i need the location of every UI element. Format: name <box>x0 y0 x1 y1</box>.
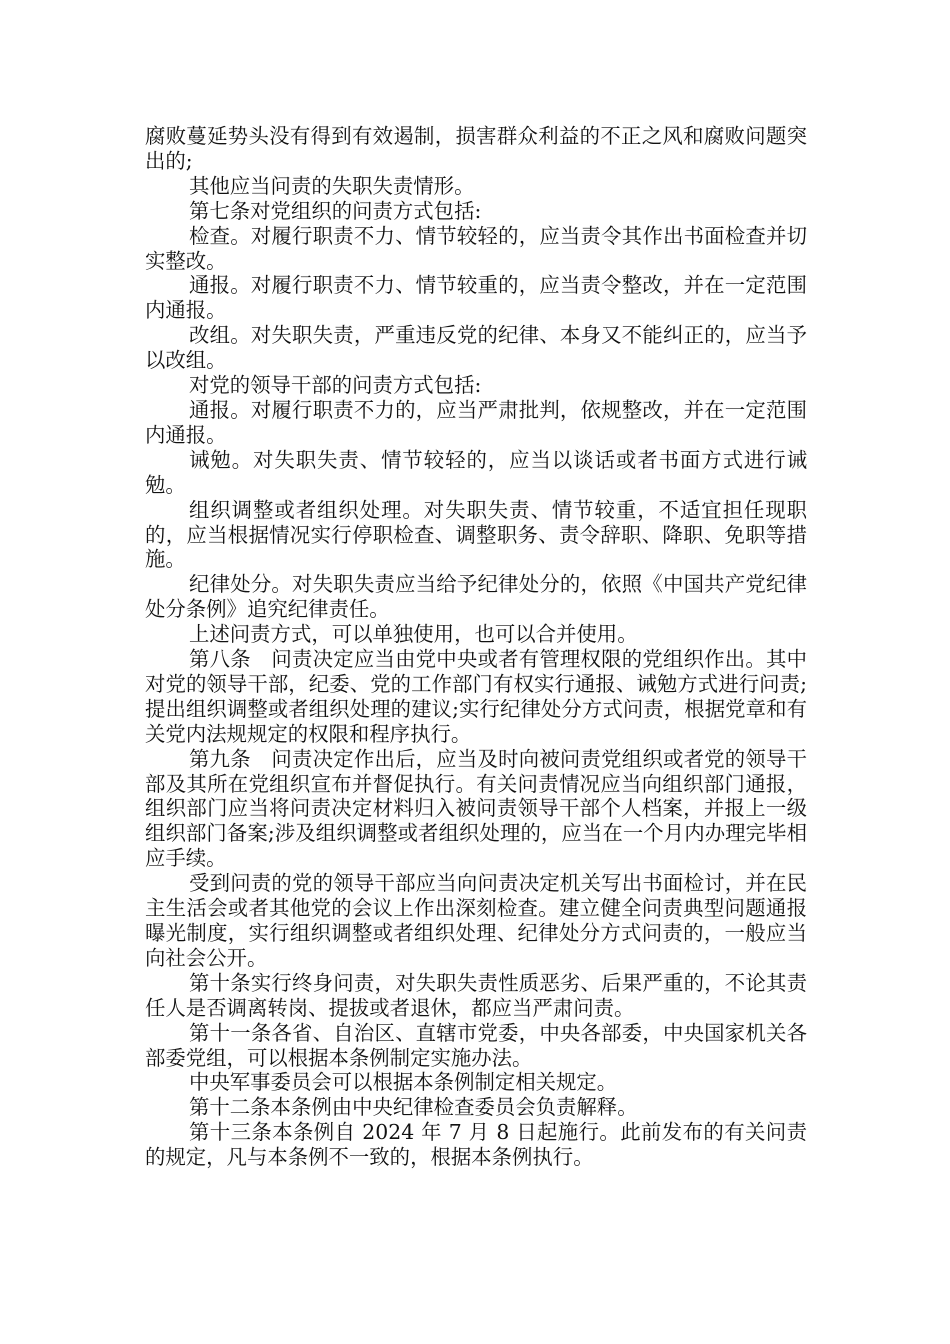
paragraph: 对党的领导干部的问责方式包括: <box>189 373 482 398</box>
paragraph: 通报。对履行职责不力的，应当严肃批判，依规整改，并在一定范围内通报。 <box>145 397 807 447</box>
article-7-heading: 第七条对党组织的问责方式包括: <box>189 198 482 223</box>
article-10: 第十条实行终身问责，对失职失责性质恶劣、后果严重的，不论其责任人是否调离转岗、提拔或者退休，都应当严肃问责。 <box>145 970 807 1020</box>
paragraph-continuation: 腐败蔓延势头没有得到有效遏制，损害群众利益的不正之风和腐败问题突出的; <box>145 124 807 173</box>
paragraph: 改组。对失职失责，严重违反党的纪律、本身又不能纠正的，应当予以改组。 <box>145 323 807 373</box>
article-9: 第九条 问责决定作出后，应当及时向被问责党组织或者党的领导干部及其所在党组织宣布并督促执行。有关问责情况应当向组织部门通报，组织部门应当将问责决定材料归入被问责领导干部个人档案，并报上一级组织部门备案;涉及组织调整或者组织处理的，应当在一个月内办理完毕相应手续。 <box>145 746 807 871</box>
paragraph: 诫勉。对失职失责、情节较轻的，应当以谈话或者书面方式进行诫勉。 <box>145 447 807 497</box>
article-11: 第十一条各省、自治区、直辖市党委，中央各部委，中央国家机关各部委党组，可以根据本条例制定实施办法。 <box>145 1020 807 1070</box>
article-13: 第十三条本条例自 2024 年 7 月 8 日起施行。此前发布的有关问责的规定，凡与本条例不一致的，根据本条例执行。 <box>145 1120 807 1170</box>
paragraph: 中央军事委员会可以根据本条例制定相关规定。 <box>189 1070 618 1095</box>
article-12: 第十二条本条例由中央纪律检查委员会负责解释。 <box>189 1095 638 1120</box>
paragraph: 通报。对履行职责不力、情节较重的，应当责令整改，并在一定范围内通报。 <box>145 273 807 323</box>
paragraph: 检查。对履行职责不力、情节较轻的，应当责令其作出书面检查并切实整改。 <box>145 223 807 273</box>
article-8: 第八条 问责决定应当由党中央或者有管理权限的党组织作出。其中对党的领导干部，纪委、党的工作部门有权实行通报、诫勉方式进行问责;提出组织调整或者组织处理的建议;实行纪律处分方式问责，根据党章和有关党内法规规定的权限和程序执行。 <box>145 647 807 746</box>
paragraph: 组织调整或者组织处理。对失职失责、情节较重，不适宜担任现职的，应当根据情况实行停职检查、调整职务、责令辞职、降职、免职等措施。 <box>145 497 807 572</box>
paragraph: 受到问责的党的领导干部应当向问责决定机关写出书面检讨，并在民主生活会或者其他党的会议上作出深刻检查。建立健全问责典型问题通报曝光制度，实行组织调整或者组织处理、纪律处分方式问责的，一般应当向社会公开。 <box>145 871 807 970</box>
paragraph: 上述问责方式，可以单独使用，也可以合并使用。 <box>189 622 638 647</box>
paragraph: 纪律处分。对失职失责应当给予纪律处分的，依照《中国共产党纪律处分条例》追究纪律责任。 <box>145 572 807 622</box>
paragraph: 其他应当问责的失职失责情形。 <box>189 173 475 198</box>
document-body <box>145 124 807 1170</box>
